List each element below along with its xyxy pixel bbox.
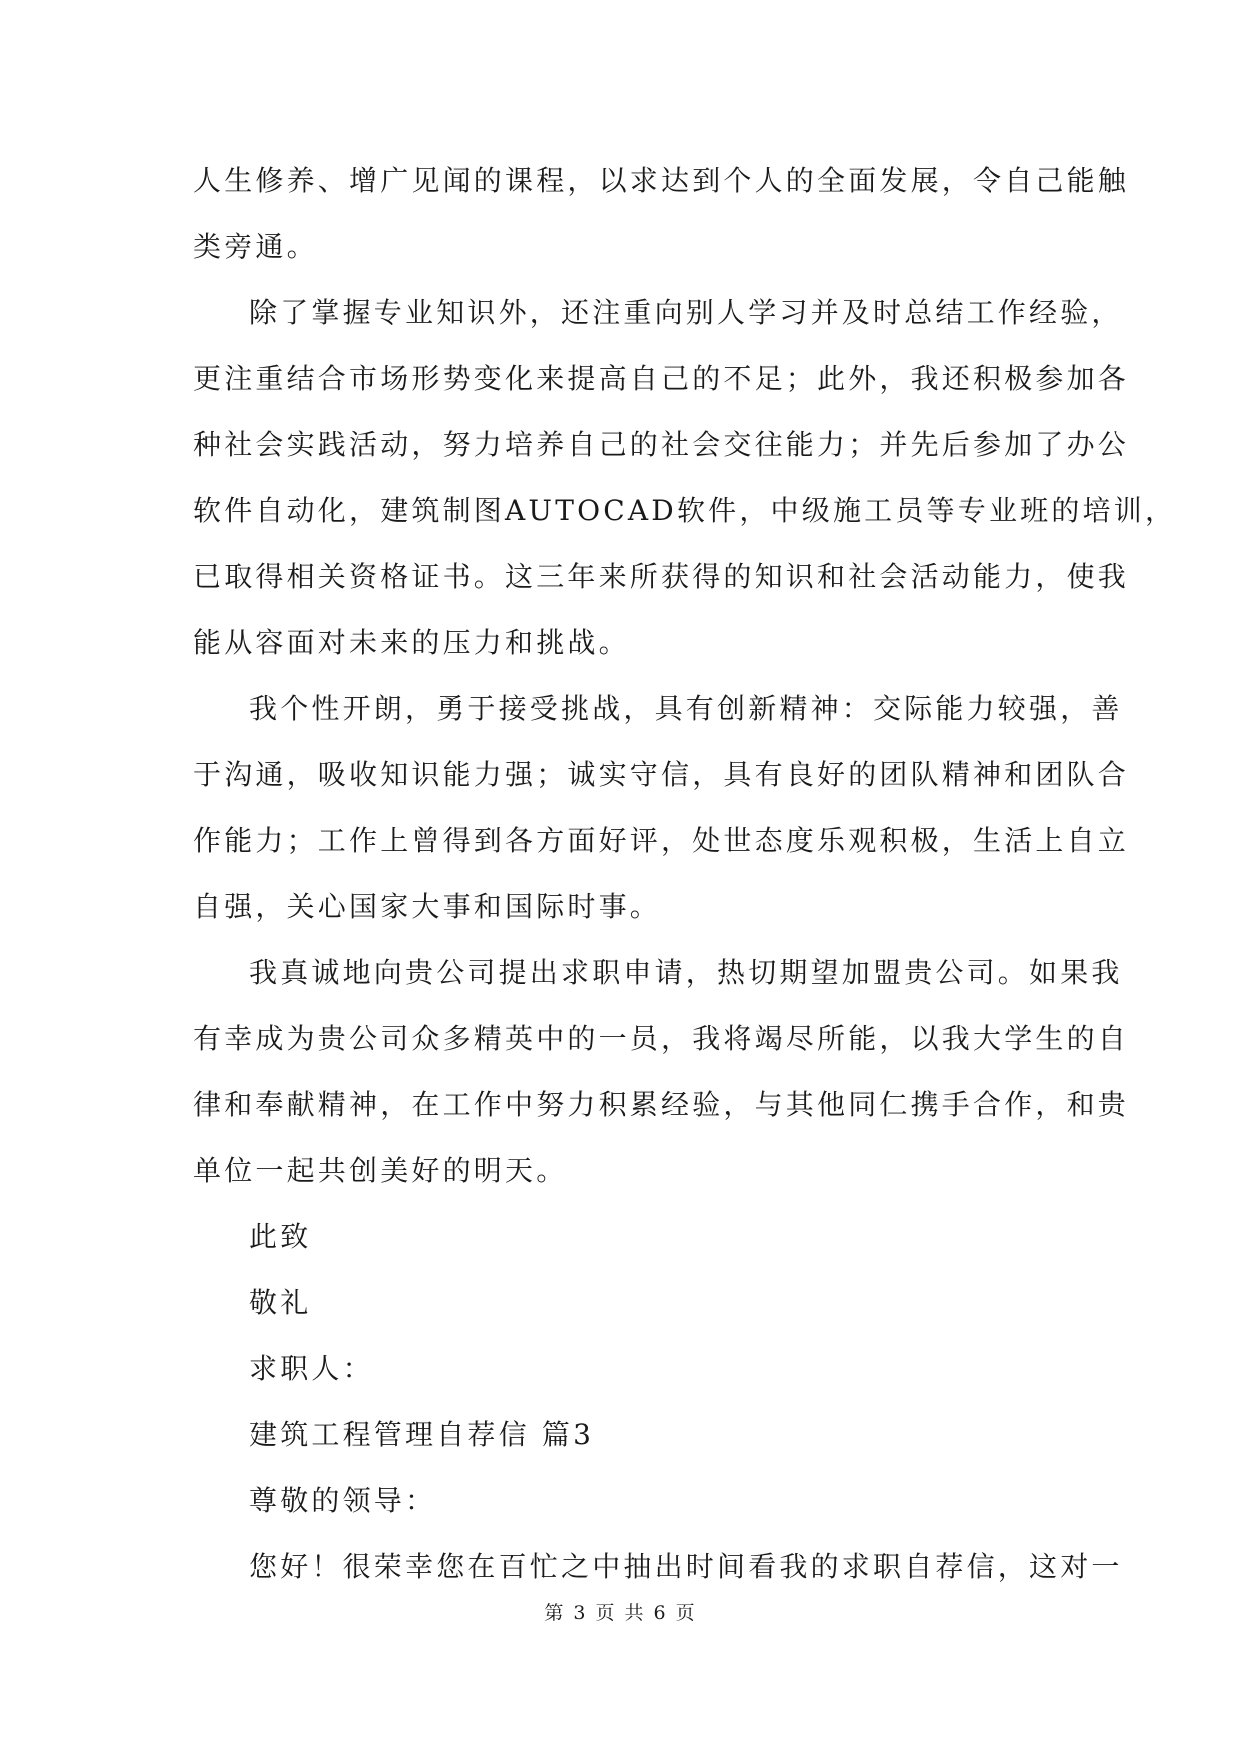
text-line: 律和奉献精神，在工作中努力积累经验，与其他同仁携手合作，和贵 — [193, 1088, 1130, 1121]
text-line: 有幸成为贵公司众多精英中的一员，我将竭尽所能，以我大学生的自 — [193, 1022, 1130, 1055]
section-title: 建筑工程管理自荐信 篇3 — [249, 1418, 595, 1451]
document-body — [193, 148, 1177, 1600]
text-line: 人生修养、增广见闻的课程，以求达到个人的全面发展，令自己能触 — [193, 164, 1130, 197]
salutation-line: 敬礼 — [249, 1286, 312, 1319]
paragraph-start-line: 我真诚地向贵公司提出求职申请，热切期望加盟贵公司。如果我 — [249, 956, 1123, 989]
paragraph-start-line: 我个性开朗，勇于接受挑战，具有创新精神：交际能力较强，善 — [249, 692, 1123, 725]
text-line: 能从容面对未来的压力和挑战。 — [193, 626, 630, 659]
paragraph-start-line: 您好！很荣幸您在百忙之中抽出时间看我的求职自荐信，这对一 — [249, 1550, 1123, 1583]
text-line: 作能力；工作上曾得到各方面好评，处世态度乐观积极，生活上自立 — [193, 824, 1130, 857]
text-line: 软件自动化，建筑制图AUTOCAD软件，中级施工员等专业班的培训， — [193, 494, 1177, 527]
paragraph-start-line: 除了掌握专业知识外，还注重向别人学习并及时总结工作经验， — [249, 296, 1123, 329]
greeting-line: 尊敬的领导： — [249, 1484, 437, 1517]
text-line: 于沟通，吸收知识能力强；诚实守信，具有良好的团队精神和团队合 — [193, 758, 1130, 791]
text-line: 单位一起共创美好的明天。 — [193, 1154, 568, 1187]
closing-line: 此致 — [249, 1220, 312, 1253]
page-number-footer: 第 3 页 共 6 页 — [544, 1602, 697, 1624]
text-line: 自强，关心国家大事和国际时事。 — [193, 890, 662, 923]
text-line: 更注重结合市场形势变化来提高自己的不足；此外，我还积极参加各 — [193, 362, 1130, 395]
text-line: 种社会实践活动，努力培养自己的社会交往能力；并先后参加了办公 — [193, 428, 1130, 461]
signature-line: 求职人： — [249, 1352, 374, 1385]
text-line: 已取得相关资格证书。这三年来所获得的知识和社会活动能力，使我 — [193, 560, 1130, 593]
text-line: 类旁通。 — [193, 230, 318, 263]
